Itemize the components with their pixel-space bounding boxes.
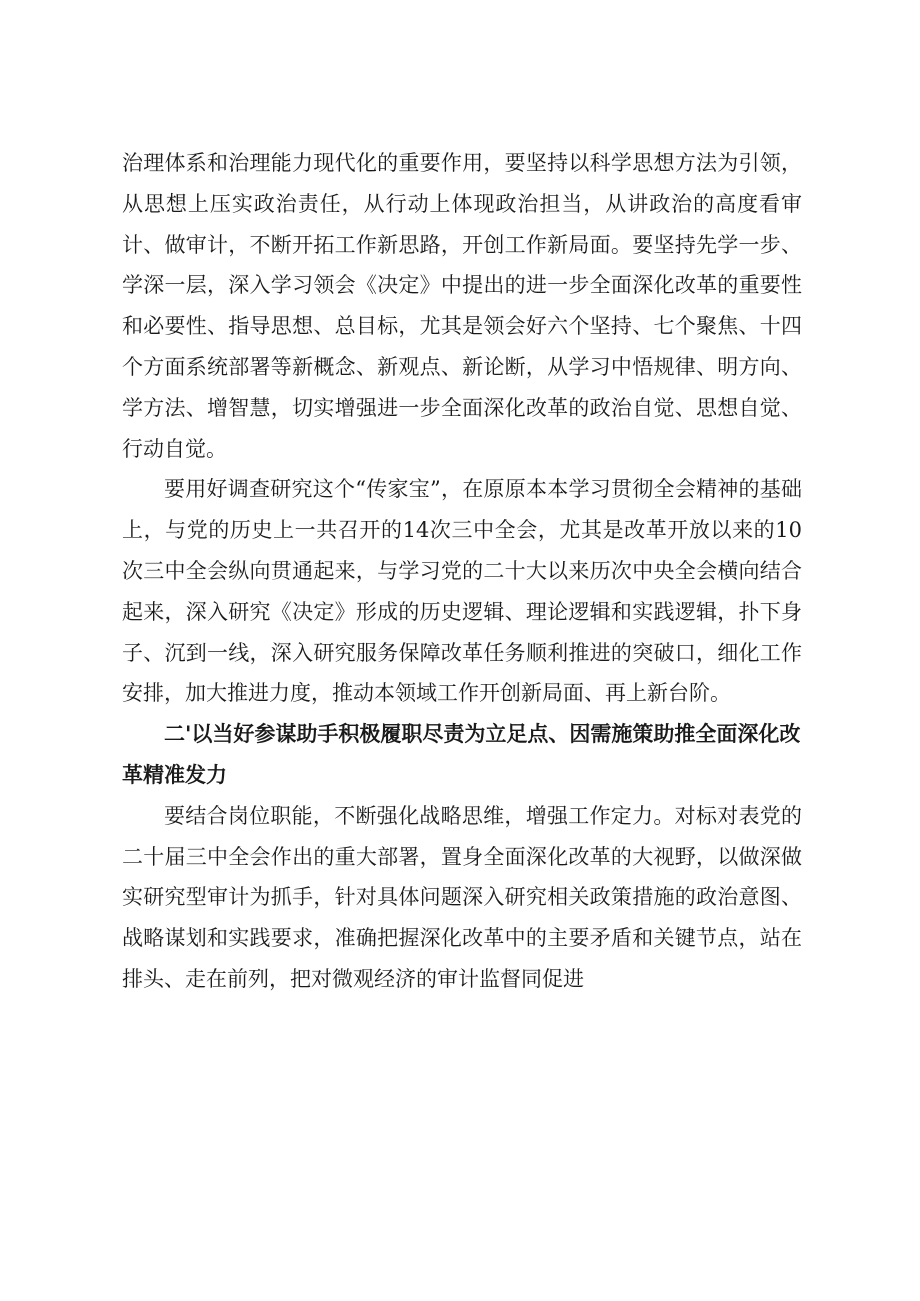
paragraph-strategy: 要结合岗位职能，不断强化战略思维，增强工作定力。对标对表党的二十届三中全会作出的重大部署，置身全面深化改革的大视野，以做深做实研究型审计为抓手，针对具体问题深入研究相关政策措施的政治意图、战略谋划和实践要求，准确把握深化改革中的主要矛盾和关键节点，站在排头、走在前列，把对微观经济的审计监督同促进 <box>122 803 802 991</box>
section-heading: 二'以当好参谋助手积极履职尽责为立足点、因需施策助推全面深化改革精准发力 <box>122 722 801 787</box>
document-page <box>122 143 802 1000</box>
paragraph-continuation: 治理体系和治理能力现代化的重要作用，要坚持以科学思想方法为引领，从思想上压实政治责任，从行动上体现政治担当，从讲政治的高度看审计、做审计，不断开拓工作新思路，开创工作新局面。要坚持先学一步、学深一层，深入学习领会《决定》中提出的进一步全面深化改革的重要性和必要性、指导思想、总目标，尤其是领会好六个坚持、七个聚焦、十四个方面系统部署等新概念、新观点、新论断，从学习中悟规律、明方向、学方法、增智慧，切实增强进一步全面深化改革的政治自觉、思想自觉、行动自觉。 <box>122 151 802 461</box>
paragraph-research: 要用好调查研究这个“传家宝”，在原原本本学习贯彻全会精神的基础上，与党的历史上一共召开的14次三中全会，尤其是改革开放以来的10次三中全会纵向贯通起来，与学习党的二十大以来历次中央全会横向结合起来，深入研究《决定》形成的历史逻辑、理论逻辑和实践逻辑，扑下身子、沉到一线，深入研究服务保障改革任务顺利推进的突破口，细化工作安排，加大推进力度，推动本领域工作开创新局面、再上新台阶。 <box>122 477 802 706</box>
